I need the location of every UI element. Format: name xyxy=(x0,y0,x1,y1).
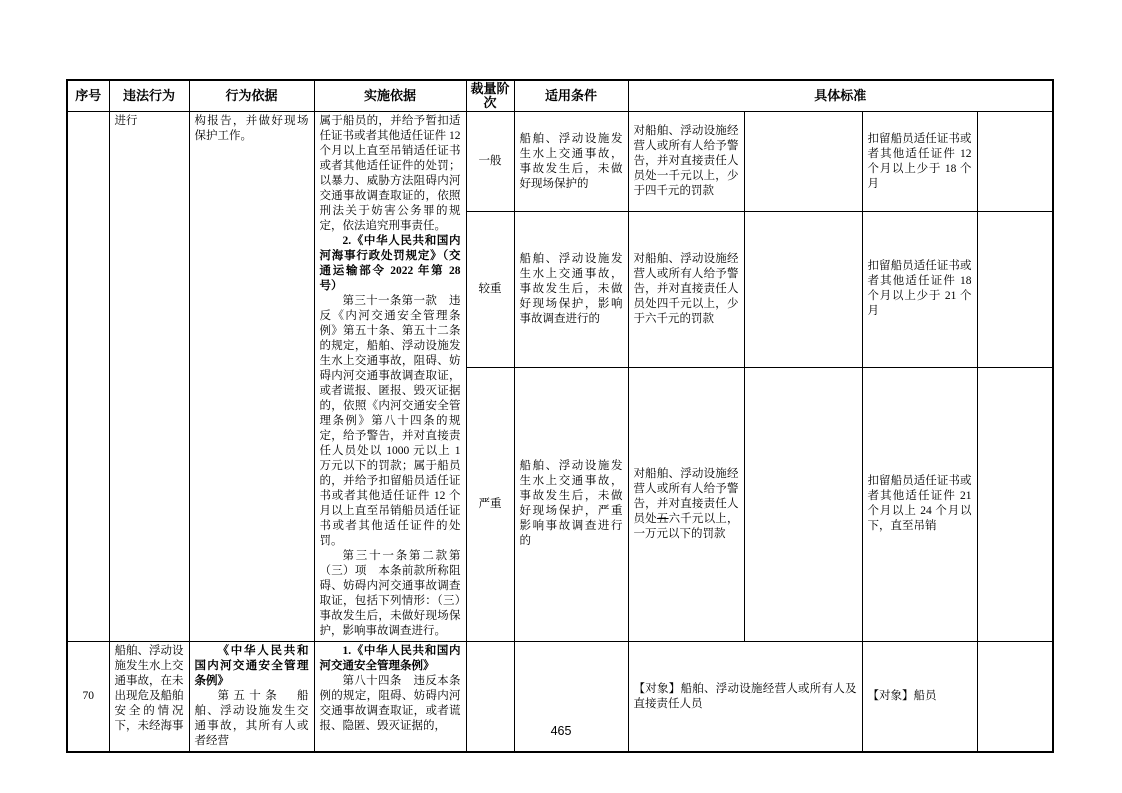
text-run: 对船舶、浮动设施经营人或所有人给予警告，并对直接责任人员处 xyxy=(633,467,739,525)
page-number: 465 xyxy=(550,724,572,738)
cell-standard-col2-severe xyxy=(744,367,862,641)
cell-standard-col4-serious xyxy=(977,212,1053,367)
cell-condition-general: 船舶、浮动设施发生水上交通事故，事故发生后，未做好现场保护的 xyxy=(514,112,628,212)
text-run: 《中华人民共和国内河交通安全管理条例》 xyxy=(194,645,309,687)
header-seq: 序号 xyxy=(67,80,109,112)
cell-standard-penalty-serious xyxy=(628,212,744,367)
header-condition: 适用条件 xyxy=(514,80,628,112)
cell-violation-continuation: 进行 xyxy=(109,112,189,642)
cell-standard-cert-severe: 扣留船员适任证书或者其他适任证件 21 个月以上 24 个月以下，直至吊销 xyxy=(862,367,977,641)
header-standard: 具体标准 xyxy=(628,80,1053,112)
cell-tier-level-severe: 严重 xyxy=(466,367,514,641)
cell-standard-object-operator-70: 【对象】船舶、浮动设施经营人或所有人及直接责任人员 xyxy=(628,642,862,753)
cell-standard-object-crew-70: 【对象】船员 xyxy=(862,642,977,753)
cell-seq-continuation xyxy=(67,112,109,642)
text-run: 第三十一条第一款 违反《内河交通安全管理条例》第五十条、第五十二条的规定，船舶、浮动设施发生水上交通事故，阻碍、妨碍内河交通事故调查取证，或者谎报、匿报、毁灭证据的，依照《内河交通安全管理条例》第八十四条的规定，给予警告，并对直接责任人员处以 1000 元以上 1 万元以下的罚款；属于船员的，并给予扣留船员适任证书或者其他适任证件 12 个月以上直至吊销船员适任证书或者其他适任证件的处罚。 xyxy=(319,295,461,547)
text-run: 对船舶、浮动设施经营人或所有人给予警告，并对直接责任人员处四千元以上，少于六千元的罚款 xyxy=(633,252,739,325)
text-run: 对船舶、浮动设施经营人或所有人给予警告，并对直接责任人员处一千元以上，少于四千元的罚款 xyxy=(633,125,739,198)
header-impl-basis: 实施依据 xyxy=(314,80,466,112)
text-run: 2.《中华人民共和国内河海事行政处罚规定》（交通运输部令 2022 年第 28 号） xyxy=(319,235,461,292)
penalty-discretion-table xyxy=(66,79,1054,753)
text-run: 第五十条 船舶、浮动设施发生交通事故，其所有人或者经营 xyxy=(194,690,309,747)
header-tier: 裁量阶次 xyxy=(466,80,514,112)
text-run: 六千元以上，一万元以下的罚款 xyxy=(633,512,739,540)
cell-tier-level-general: 一般 xyxy=(466,112,514,212)
cell-standard-col2-general xyxy=(744,112,862,212)
header-behavior-basis: 行为依据 xyxy=(189,80,314,112)
text-run: 第三十一条第二款第（三）项 本条前款所称阻碍、妨碍内河交通事故调查取证，包括下列情形：（三）事故发生后，未做好现场保护，影响事故调查进行。 xyxy=(319,550,461,637)
table-header-row xyxy=(67,80,1053,112)
text-run: 属于船员的，并给予暂扣适任证书或者其他适任证件 12 个月以上直至吊销适任证书或者其他适任证件的处罚；以暴力、威胁方法阻碍内河交通事故调查取证的，依照刑法关于妨害公务罪的规定，依法追究刑事责任。 xyxy=(319,115,461,232)
cell-standard-penalty-general xyxy=(628,112,744,212)
cell-standard-col4-general xyxy=(977,112,1053,212)
cell-standard-col2-serious xyxy=(744,212,862,367)
text-run: 第八十四条 违反本条例的规定，阻碍、妨碍内河交通事故调查取证，或者谎报、隐匿、毁灭证据的， xyxy=(319,675,461,732)
cell-impl-basis-continuation xyxy=(314,112,466,642)
cell-standard-penalty-severe xyxy=(628,367,744,641)
cell-condition-severe: 船舶、浮动设施发生水上交通事故，事故发生后，未做好现场保护，严重影响事故调查进行的 xyxy=(514,367,628,641)
cell-standard-cert-serious: 扣留船员适任证书或者其他适任证件 18 个月以上少于 21 个月 xyxy=(862,212,977,367)
cell-standard-cert-general: 扣留船员适任证书或者其他适任证件 12 个月以上少于 18 个月 xyxy=(862,112,977,212)
cell-tier-level-serious: 较重 xyxy=(466,212,514,367)
struck-text: 五 xyxy=(656,512,669,525)
header-violation: 违法行为 xyxy=(109,80,189,112)
cell-behavior-basis-continuation: 构报告，并做好现场保护工作。 xyxy=(189,112,314,642)
tier-row-general xyxy=(67,112,1053,212)
cell-violation-70: 船舶、浮动设施发生水上交通事故，在未出现危及船舶安全的情况下，未经海事 xyxy=(109,642,189,753)
cell-condition-serious: 船舶、浮动设施发生水上交通事故，事故发生后，未做好现场保护，影响事故调查进行的 xyxy=(514,212,628,367)
cell-seq-70: 70 xyxy=(67,642,109,753)
text-run: 1.《中华人民共和国内河交通安全管理条例》 xyxy=(319,645,461,672)
cell-standard-col4-severe xyxy=(977,367,1053,641)
